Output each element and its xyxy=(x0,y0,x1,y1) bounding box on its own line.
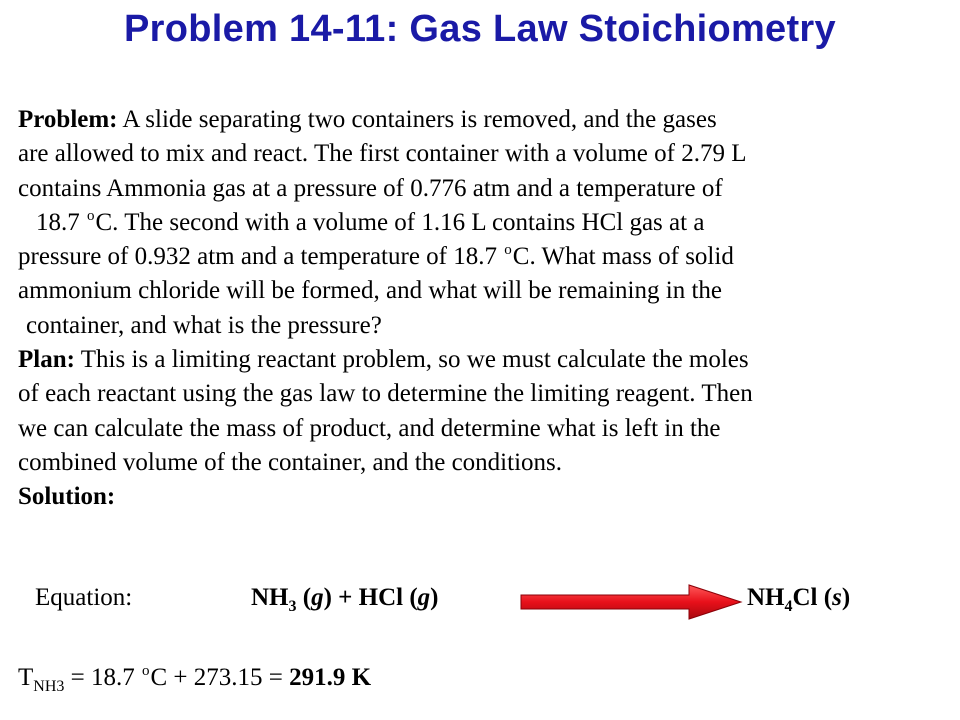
problem-text-block xyxy=(18,103,958,515)
subscript-4: 4 xyxy=(784,598,793,615)
temperature-expression-b: C + 273.15 = xyxy=(150,664,290,691)
state-gas: g xyxy=(417,584,431,611)
problem-text-5b: C. What mass of solid xyxy=(512,243,734,271)
state-gas: g xyxy=(311,584,324,611)
temperature-result: 291.9 K xyxy=(289,664,372,691)
product-cl: Cl ( xyxy=(792,584,833,611)
plan-text-1: This is a limiting reactant problem, so we must calculate the moles xyxy=(74,346,749,374)
state-solid: s xyxy=(832,584,842,611)
reactant-close: ) xyxy=(430,584,439,611)
problem-text-5a: pressure of 0.932 atm and a temperature of 18.7 xyxy=(18,243,504,271)
equation-reactants xyxy=(251,584,439,615)
temperature-symbol: T xyxy=(18,664,34,691)
problem-line-1 xyxy=(18,103,958,137)
degree-symbol: o xyxy=(504,242,512,259)
reactant-paren: ( xyxy=(296,584,312,611)
problem-text-4: C. The second with a volume of 1.16 L contains HCl gas at a xyxy=(95,208,705,236)
plan-line-4: combined volume of the container, and the conditions. xyxy=(18,448,562,476)
product-close: ) xyxy=(841,584,851,611)
reactant-hcl: ) + HCl ( xyxy=(323,584,418,611)
problem-label: Problem: xyxy=(18,106,118,133)
problem-line-7: container, and what is the pressure? xyxy=(26,311,382,339)
plan-label: Plan: xyxy=(18,346,75,374)
equation-product xyxy=(747,584,851,615)
problem-line-6: ammonium chloride will be formed, and what will be remaining in the xyxy=(18,277,722,305)
temperature-subscript: NH3 xyxy=(33,678,65,695)
product-nh: NH xyxy=(747,584,785,611)
problem-text-1: A slide separating two containers is removed, and the gases xyxy=(117,106,717,133)
page-title: Problem 14-11: Gas Law Stoichiometry xyxy=(124,8,836,50)
solution-line xyxy=(18,480,958,514)
plan-line-3: we can calculate the mass of product, and determine what is left in the xyxy=(18,414,721,442)
reactant-nh: NH xyxy=(251,584,289,611)
solution-label: Solution: xyxy=(18,483,116,511)
subscript-3: 3 xyxy=(288,598,297,615)
problem-line-2: are allowed to mix and react. The first container with a volume of 2.79 L xyxy=(18,140,747,168)
problem-line-5 xyxy=(18,240,958,274)
plan-line-2: of each reactant using the gas law to determine the limiting reagent. Then xyxy=(18,380,753,408)
degree-symbol: o xyxy=(87,207,95,224)
problem-line-3: contains Ammonia gas at a pressure of 0.776 atm and a temperature of xyxy=(18,174,723,202)
plan-line-1 xyxy=(18,343,958,377)
temperature-expression-a: = 18.7 xyxy=(64,664,141,691)
problem-line-4 xyxy=(18,206,958,240)
temperature-calculation xyxy=(18,663,372,695)
reaction-arrow-icon xyxy=(519,582,744,622)
equation-label: Equation: xyxy=(35,584,133,611)
degree-symbol: o xyxy=(142,663,150,679)
chemical-equation xyxy=(35,584,935,624)
temperature-value: 18.7 xyxy=(36,208,86,236)
